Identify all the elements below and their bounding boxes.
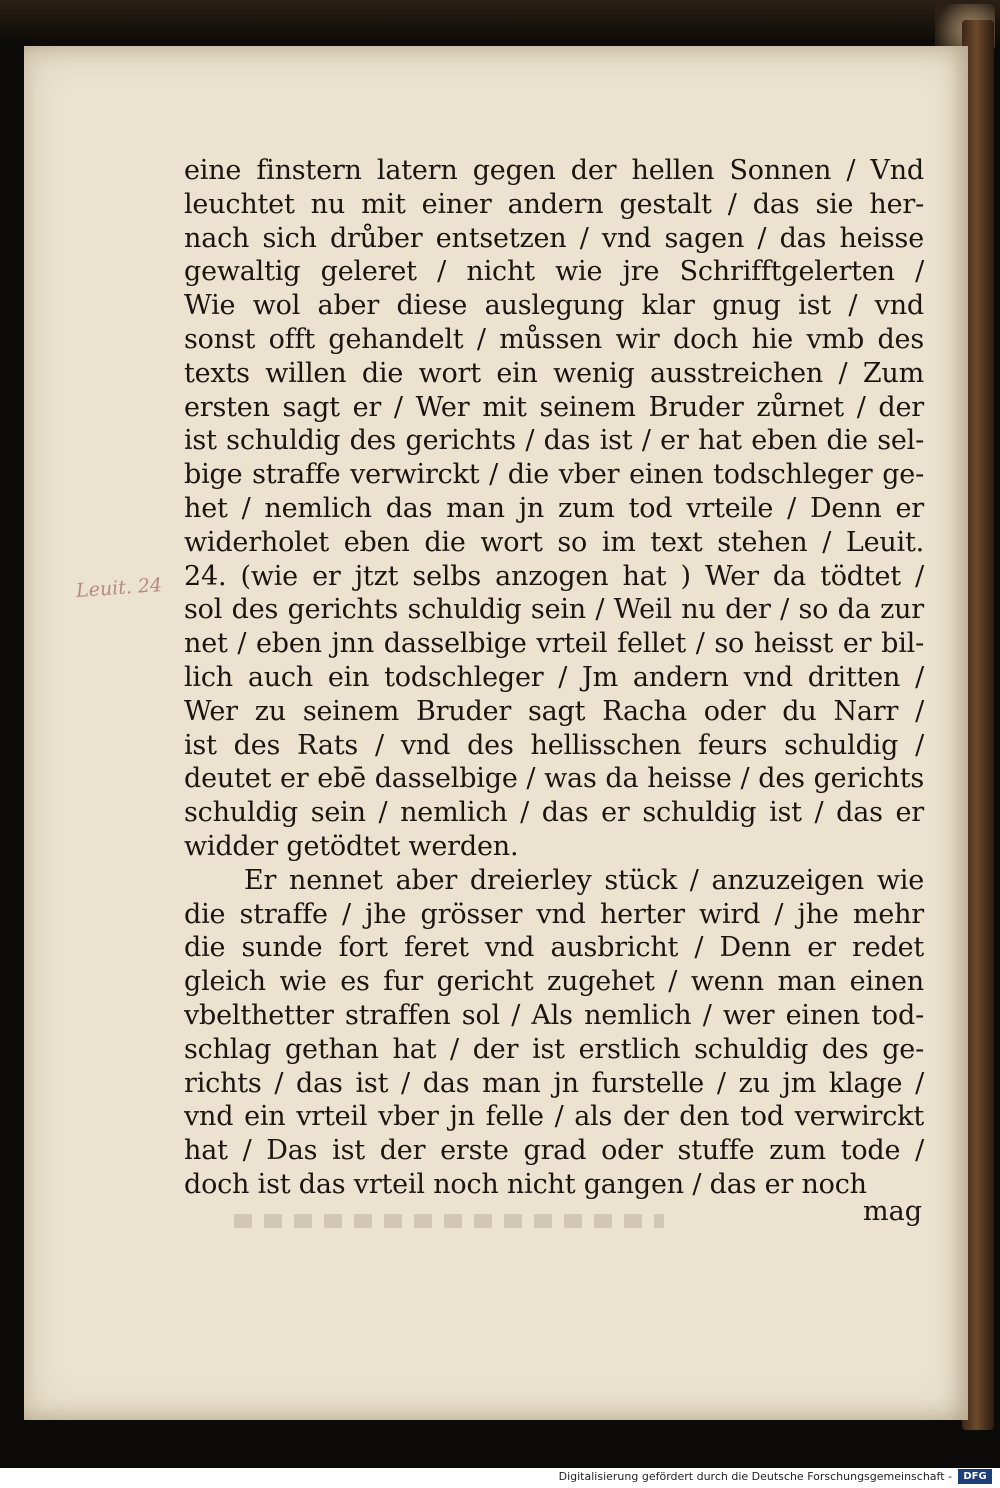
text-line: nach sich drůber entsetzen / vnd sagen / das heisse [184, 222, 924, 254]
text-line: lich auch ein todschleger / Jm andern vnd dritten / [184, 661, 924, 693]
text-line: schuldig sein / nemlich / das er schuldig ist / das er [184, 797, 924, 829]
page-text-block [184, 154, 924, 1202]
text-line: widerholet eben die wort so im text stehen / Leuit. [184, 526, 924, 558]
text-line: Er nennet aber dreierley stück / anzuzeigen wie [244, 864, 924, 896]
text-line: leuchtet nu mit einer andern gestalt / das sie her- [184, 188, 924, 220]
text-line: bige straffe verwirckt / die vber einen todschleger ge- [184, 459, 924, 491]
text-line: eine finstern latern gegen der hellen Sonnen / Vnd [184, 155, 924, 186]
text-line: die straffe / jhe grösser vnd herter wird / jhe mehr [184, 898, 924, 930]
text-line: widder getödtet werden. [184, 830, 519, 862]
text-line: vnd ein vrteil vber jn felle / als der den tod verwirckt [184, 1101, 924, 1133]
text-line: sol des gerichts schuldig sein / Weil nu der / so da zur [184, 594, 924, 626]
text-line: die sunde fort feret vnd ausbricht / Denn er redet [184, 932, 924, 964]
text-line: gleich wie es fur gericht zugehet / wenn man einen [184, 966, 924, 998]
text-line: doch ist das vrteil noch nicht gangen / das er noch [184, 1168, 867, 1200]
text-line: ist des Rats / vnd des hellisschen feurs schuldig / [184, 729, 924, 761]
text-line: richts / das ist / das man jn furstelle / zu jm klage / [184, 1067, 924, 1099]
dfg-logo: DFG [958, 1469, 992, 1484]
catchword: mag [863, 1196, 922, 1227]
text-line: Wie wol aber diese auslegung klar gnug ist / vnd [184, 290, 924, 322]
text-line: schlag gethan hat / der ist erstlich schuldig des ge- [184, 1033, 924, 1065]
text-line: vbelthetter straffen sol / Als nemlich / wer einen tod- [184, 999, 924, 1031]
margin-annotation: Leuit. 24 [75, 574, 163, 602]
text-line: deutet er ebē dasselbige / was da heisse / des gerichts [184, 763, 924, 795]
text-line: Wer zu seinem Bruder sagt Racha oder du Narr / [184, 695, 924, 727]
book-page [24, 46, 968, 1420]
text-line: ersten sagt er / Wer mit seinem Bruder zůrnet / der [184, 391, 924, 423]
text-line: gewaltig geleret / nicht wie jre Schrifftgelerten / [184, 256, 924, 288]
footer-credit: Digitalisierung gefördert durch die Deutsche Forschungsgemeinschaft - [558, 1470, 952, 1483]
text-line: ist schuldig des gerichts / das ist / er hat eben die sel- [184, 425, 924, 457]
text-line: sonst offt gehandelt / můssen wir doch hie vmb des [184, 323, 924, 355]
bleed-through-text [234, 1214, 664, 1228]
scan-background-top [0, 0, 1000, 40]
text-line: 24. (wie er jtzt selbs anzogen hat ) Wer da tödtet / [184, 560, 924, 592]
text-line: texts willen die wort ein wenig ausstreichen / Zum [184, 357, 924, 389]
text-line: het / nemlich das man jn zum tod vrteile / Denn er [184, 492, 924, 524]
text-line: net / eben jnn dasselbige vrteil fellet / so heisst er bil- [184, 628, 924, 660]
text-line: hat / Das ist der erste grad oder stuffe zum tode / [184, 1135, 924, 1167]
